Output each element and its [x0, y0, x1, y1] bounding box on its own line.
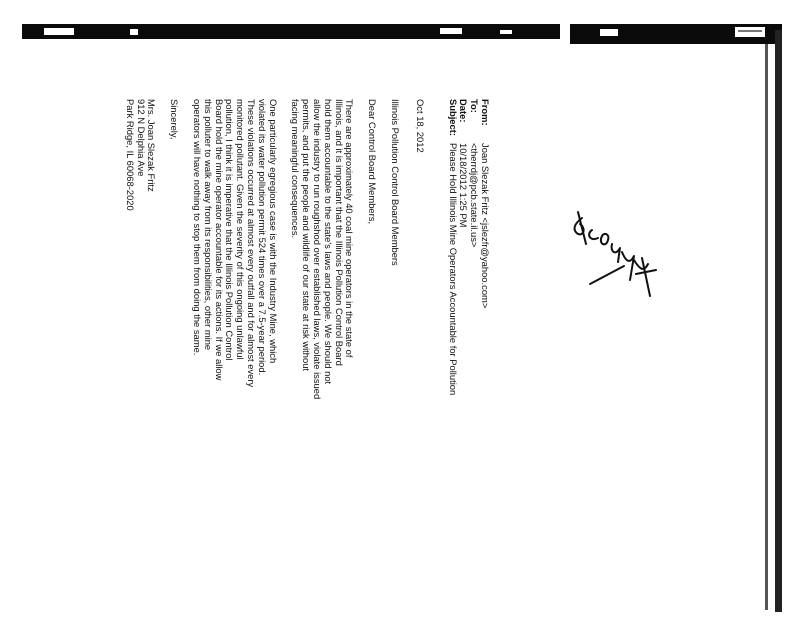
email-header [447, 99, 490, 619]
letter-paragraph-2: One particularly egregious case is with the Industry Mine, which violated its water pollution permit 524 times over a 7.5-year period. These violations occurred at almost every outfall and for almost every monitored pollutant. Given the severity of this ongoing unlawful pollution, I think it is imperative that the Illinois Pollution Control Board hold the mine operator accountable for its actions. If we allow this polluter to walk away from its responsibilities, other mine operators will have nothing to stop them from doing the same. [192, 99, 279, 388]
scan-border-top [22, 24, 560, 39]
scan-border-right-inner [765, 44, 768, 610]
letter-closing: Sincerely, [169, 99, 181, 140]
date-row [458, 99, 469, 619]
to-value: <therrdj@pcb.state.il.us> [469, 143, 481, 248]
from-label: From: [480, 99, 491, 126]
to-row [468, 99, 479, 619]
scan-mark [52, 31, 70, 33]
scan-mark [600, 29, 618, 36]
from-value: Joan Slezak Fritz <jslezfr@yahoo.com> [480, 143, 491, 309]
scan-border-right [775, 30, 782, 612]
letter-signature: Mrs. Joan Slezak Fritz 912 N Delphia Ave Park Ridge, IL 60068-2020 [124, 99, 158, 211]
letter-salutation: Dear Control Board Members, [367, 99, 379, 225]
to-label: To: [469, 99, 481, 113]
letter-document [70, 99, 490, 619]
letter-date: Oct 18, 2012 [414, 99, 426, 153]
subject-row [447, 99, 458, 619]
from-row [479, 99, 490, 619]
letter-paragraph-1: There are approximately 40 coal mine operators in the state of Illinois, and it is important that the Illinois Pollution Control Board hold them accountable to the state's laws and people. We should not allow the industry to run roughshod over established laws, violate issued permits, and put the people and wildlife of our state at risk without facing meaningful consequences. [290, 99, 356, 400]
subject-value: Please Hold Illinois Mine Operators Accountable for Pollution [447, 143, 459, 396]
subject-label: Subject: [447, 99, 459, 136]
scan-mark [500, 30, 512, 34]
date-label: Date: [458, 99, 470, 123]
date-value: 10/18/2012 1:25 PM [458, 143, 470, 228]
scan-mark [130, 29, 138, 35]
handwritten-copy-mark [560, 200, 670, 320]
scan-mark [735, 27, 765, 37]
letter-recipient: Illinois Pollution Control Board Members [390, 99, 402, 266]
scan-mark [440, 28, 462, 34]
scan-mark [738, 30, 762, 32]
